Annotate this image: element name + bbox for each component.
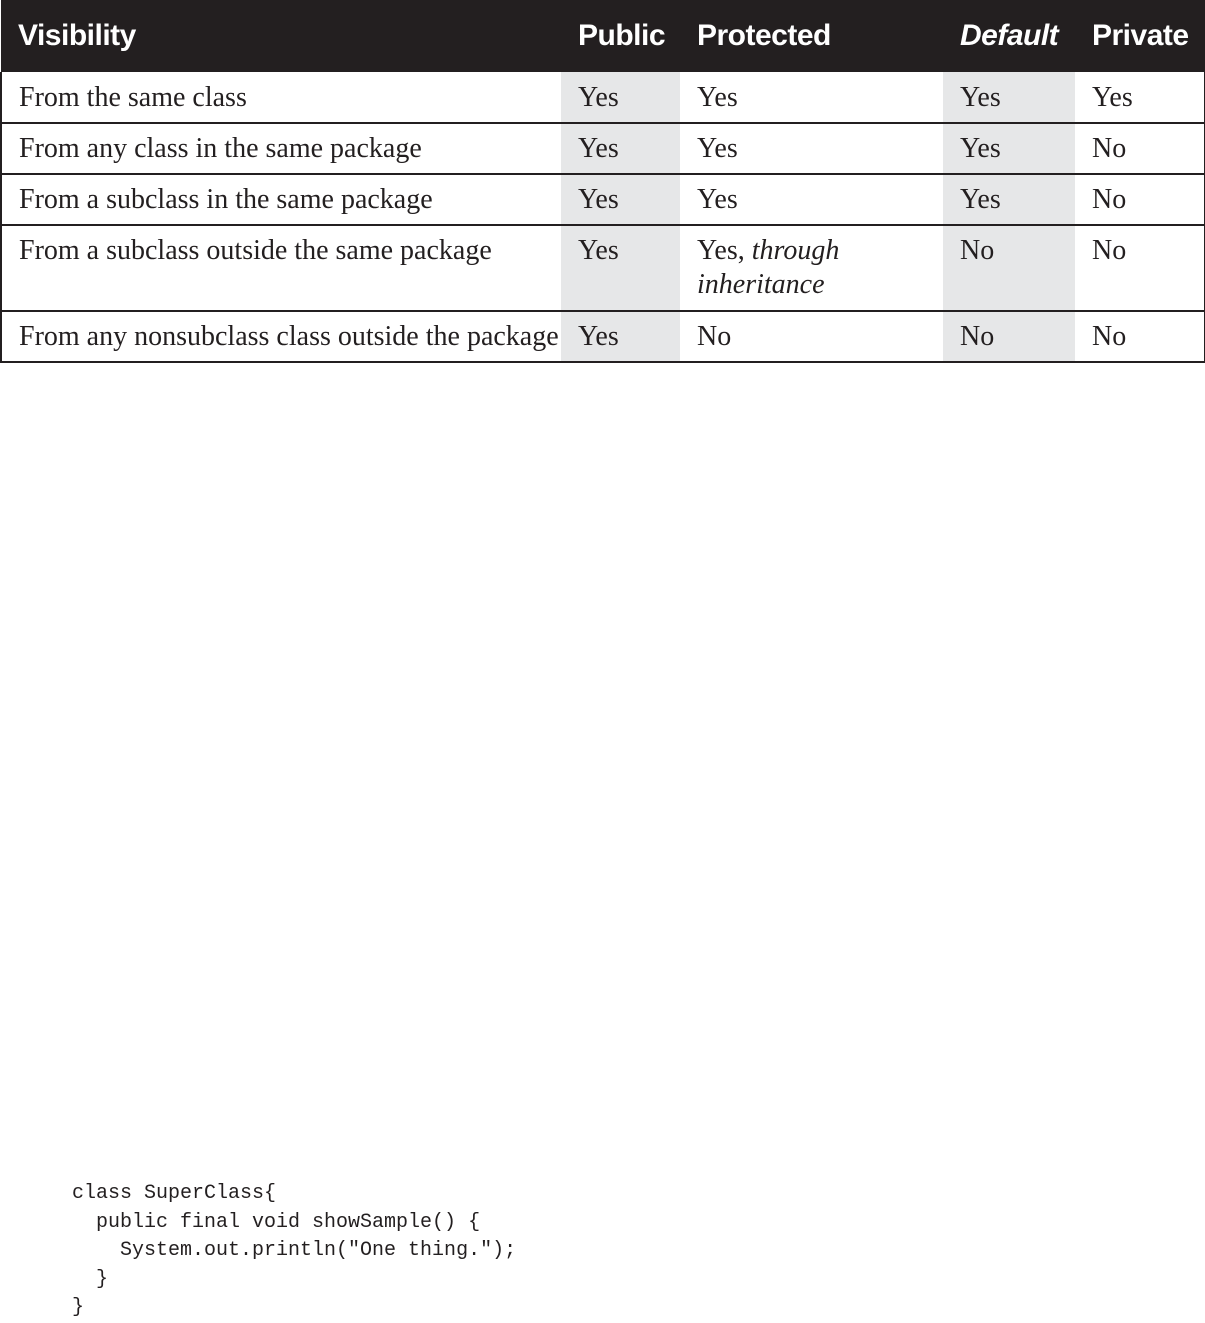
cell-private: No — [1075, 123, 1205, 174]
cell-visibility: From a subclass in the same package — [1, 174, 561, 225]
code-line: } — [72, 1296, 85, 1319]
cell-private: Yes — [1075, 72, 1205, 123]
cell-public: Yes — [561, 311, 680, 362]
cell-protected — [680, 225, 943, 311]
table-row — [1, 311, 1205, 362]
cell-protected-note: through inheritance — [697, 235, 840, 300]
cell-default: Yes — [943, 174, 1075, 225]
cell-protected: Yes — [697, 82, 738, 113]
cell-private: No — [1075, 225, 1205, 311]
cell-default: No — [943, 225, 1075, 311]
header-visibility: Visibility — [1, 0, 561, 72]
visibility-table — [0, 0, 1205, 363]
cell-visibility: From the same class — [1, 72, 561, 123]
cell-public: Yes — [561, 72, 680, 123]
cell-default: Yes — [943, 123, 1075, 174]
header-default: Default — [943, 0, 1075, 72]
cell-protected: Yes — [680, 174, 943, 225]
cell-visibility: From a subclass outside the same package — [1, 225, 561, 311]
cell-protected: No — [680, 311, 943, 362]
table-row — [1, 72, 1205, 123]
cell-public: Yes — [561, 123, 680, 174]
table-header-row — [1, 0, 1205, 72]
code-sample — [72, 1180, 516, 1323]
cell-protected-value: Yes, — [697, 235, 745, 266]
code-line: System.out.println("One thing."); — [72, 1239, 517, 1262]
code-line: public final void showSample() { — [72, 1210, 481, 1234]
header-private: Private — [1075, 0, 1205, 72]
cell-protected: Yes — [680, 123, 943, 174]
cell-public: Yes — [561, 225, 680, 311]
cell-private: No — [1075, 311, 1205, 362]
cell-visibility: From any nonsubclass class outside the package — [1, 311, 561, 362]
cell-private: No — [1075, 174, 1205, 225]
header-public: Public — [561, 0, 680, 72]
code-line: class SuperClass{ — [72, 1182, 277, 1205]
cell-default: Yes — [943, 72, 1075, 123]
cell-visibility: From any class in the same package — [1, 123, 561, 174]
table-row — [1, 174, 1205, 225]
table-row — [1, 123, 1205, 174]
code-line: } — [72, 1267, 109, 1291]
cell-default: No — [943, 311, 1075, 362]
header-protected: Protected — [680, 0, 943, 72]
cell-public: Yes — [561, 174, 680, 225]
table-row — [1, 225, 1205, 311]
